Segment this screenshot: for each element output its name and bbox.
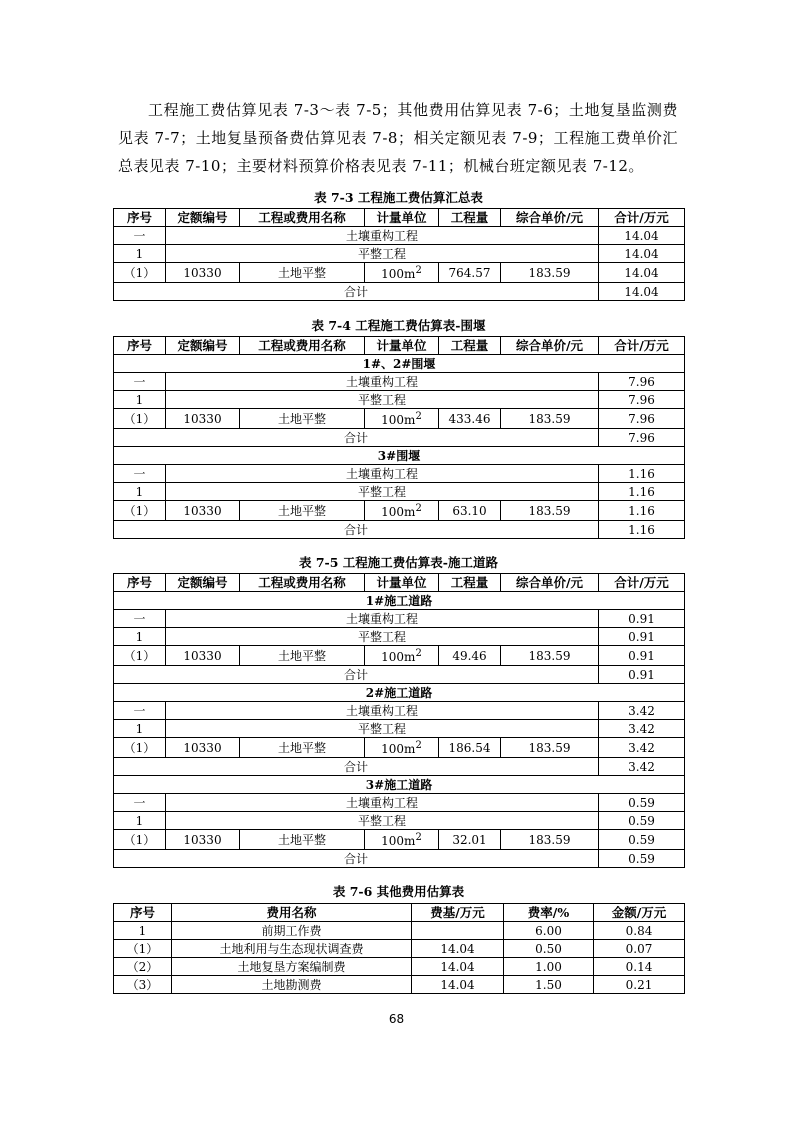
table-7-6-caption: 表 7-6 其他费用估算表 bbox=[332, 884, 465, 899]
cell-unit bbox=[365, 646, 439, 666]
table-sum-row bbox=[114, 429, 685, 447]
header-seq: 序号 bbox=[114, 337, 166, 355]
cell-seq: （1） bbox=[114, 738, 166, 758]
cell-sum-label: 合计 bbox=[114, 429, 599, 447]
cell-total: 7.96 bbox=[599, 409, 685, 429]
unit-text: 100m bbox=[381, 505, 416, 519]
cell-seq: 1 bbox=[114, 245, 166, 263]
table-row bbox=[114, 409, 685, 429]
cell-seq: 一 bbox=[114, 465, 166, 483]
cell-name: 土地平整 bbox=[240, 501, 365, 521]
table-7-3 bbox=[113, 208, 685, 301]
header-name: 工程或费用名称 bbox=[240, 337, 365, 355]
table-row bbox=[114, 738, 685, 758]
cell-seq: 1 bbox=[114, 812, 166, 830]
cell-unit bbox=[365, 830, 439, 850]
cell-qty: 186.54 bbox=[439, 738, 501, 758]
cell-price: 183.59 bbox=[501, 646, 599, 666]
unit-text: 100m bbox=[381, 267, 416, 281]
cell-amount: 0.84 bbox=[594, 922, 685, 940]
cell-seq: 1 bbox=[114, 922, 172, 940]
cell-code: 10330 bbox=[166, 501, 240, 521]
cell-fee-name: 土地勘测费 bbox=[172, 976, 412, 994]
header-price: 综合单价/元 bbox=[501, 209, 599, 227]
cell-name: 平整工程 bbox=[166, 628, 599, 646]
cell-total: 14.04 bbox=[599, 263, 685, 283]
unit-superscript: 2 bbox=[415, 648, 422, 659]
cell-name: 土地平整 bbox=[240, 409, 365, 429]
cell-name: 土壤重构工程 bbox=[166, 465, 599, 483]
cell-amount: 0.14 bbox=[594, 958, 685, 976]
cell-name: 土地平整 bbox=[240, 263, 365, 283]
unit-superscript: 2 bbox=[415, 832, 422, 843]
cell-unit bbox=[365, 501, 439, 521]
section-title-row bbox=[114, 684, 685, 702]
section-title-row bbox=[114, 776, 685, 794]
cell-qty: 764.57 bbox=[439, 263, 501, 283]
cell-qty: 433.46 bbox=[439, 409, 501, 429]
cell-seq: （1） bbox=[114, 409, 166, 429]
cell-total: 0.91 bbox=[599, 666, 685, 684]
table-sum-row bbox=[114, 283, 685, 301]
header-fee-name: 费用名称 bbox=[172, 904, 412, 922]
cell-seq: 1 bbox=[114, 391, 166, 409]
cell-name: 土壤重构工程 bbox=[166, 610, 599, 628]
cell-rate: 1.50 bbox=[504, 976, 594, 994]
cell-name: 平整工程 bbox=[166, 391, 599, 409]
cell-unit bbox=[365, 263, 439, 283]
header-fee-base: 费基/万元 bbox=[412, 904, 504, 922]
cell-total: 1.16 bbox=[599, 465, 685, 483]
cell-total: 1.16 bbox=[599, 483, 685, 501]
section-title-row bbox=[114, 447, 685, 465]
cell-total: 14.04 bbox=[599, 245, 685, 263]
cell-qty: 63.10 bbox=[439, 501, 501, 521]
cell-name: 土地平整 bbox=[240, 646, 365, 666]
cell-name: 平整工程 bbox=[166, 812, 599, 830]
cell-seq: （1） bbox=[114, 830, 166, 850]
table-row bbox=[114, 483, 685, 501]
cell-code: 10330 bbox=[166, 646, 240, 666]
cell-seq: （2） bbox=[114, 958, 172, 976]
cell-sum-label: 合计 bbox=[114, 666, 599, 684]
header-price: 综合单价/元 bbox=[501, 337, 599, 355]
cell-seq: （1） bbox=[114, 646, 166, 666]
header-price: 综合单价/元 bbox=[501, 574, 599, 592]
cell-amount: 0.07 bbox=[594, 940, 685, 958]
section-title: 3#围堰 bbox=[114, 447, 685, 465]
section-title: 1#施工道路 bbox=[114, 592, 685, 610]
table-row bbox=[114, 940, 685, 958]
cell-fee-name: 土地复垦方案编制费 bbox=[172, 958, 412, 976]
cell-price: 183.59 bbox=[501, 263, 599, 283]
unit-text: 100m bbox=[381, 834, 416, 848]
table-row bbox=[114, 976, 685, 994]
cell-code: 10330 bbox=[166, 409, 240, 429]
cell-rate: 1.00 bbox=[504, 958, 594, 976]
intro-paragraph: 工程施工费估算见表 7-3～表 7-5；其他费用估算见表 7-6；土地复垦监测费见表 7-7；土地复垦预备费估算见表 7-8；相关定额见表 7-9；工程施工费单价汇总表见表 7-10；主要材料预算价格表见表 7-11；机械台班定额见表 7-12。 bbox=[118, 101, 678, 175]
table-7-4-caption: 表 7-4 工程施工费估算表-围堰 bbox=[311, 318, 486, 333]
cell-seq: 一 bbox=[114, 794, 166, 812]
cell-amount: 0.21 bbox=[594, 976, 685, 994]
header-unit: 计量单位 bbox=[365, 574, 439, 592]
header-unit: 计量单位 bbox=[365, 209, 439, 227]
header-unit: 计量单位 bbox=[365, 337, 439, 355]
cell-code: 10330 bbox=[166, 263, 240, 283]
table-row bbox=[114, 501, 685, 521]
header-seq: 序号 bbox=[114, 904, 172, 922]
cell-total: 0.91 bbox=[599, 628, 685, 646]
table-row bbox=[114, 391, 685, 409]
cell-name: 土地平整 bbox=[240, 830, 365, 850]
unit-text: 100m bbox=[381, 650, 416, 664]
cell-total: 3.42 bbox=[599, 702, 685, 720]
cell-total: 0.59 bbox=[599, 850, 685, 868]
header-qty: 工程量 bbox=[439, 574, 501, 592]
section-title-row bbox=[114, 592, 685, 610]
unit-superscript: 2 bbox=[415, 503, 422, 514]
unit-text: 100m bbox=[381, 413, 416, 427]
cell-total: 7.96 bbox=[599, 373, 685, 391]
cell-name: 土壤重构工程 bbox=[166, 702, 599, 720]
cell-seq: 一 bbox=[114, 227, 166, 245]
cell-fee-base bbox=[412, 922, 504, 940]
header-total: 合计/万元 bbox=[599, 574, 685, 592]
table-row bbox=[114, 922, 685, 940]
section-title: 2#施工道路 bbox=[114, 684, 685, 702]
cell-price: 183.59 bbox=[501, 409, 599, 429]
header-total: 合计/万元 bbox=[599, 209, 685, 227]
cell-name: 土壤重构工程 bbox=[166, 227, 599, 245]
cell-unit bbox=[365, 409, 439, 429]
cell-total: 0.59 bbox=[599, 830, 685, 850]
section-title: 3#施工道路 bbox=[114, 776, 685, 794]
cell-total: 3.42 bbox=[599, 720, 685, 738]
cell-total: 0.59 bbox=[599, 812, 685, 830]
cell-total: 14.04 bbox=[599, 227, 685, 245]
unit-superscript: 2 bbox=[415, 411, 422, 422]
table-header-row bbox=[114, 337, 685, 355]
cell-total: 1.16 bbox=[599, 501, 685, 521]
cell-fee-base: 14.04 bbox=[412, 958, 504, 976]
cell-code: 10330 bbox=[166, 738, 240, 758]
cell-rate: 6.00 bbox=[504, 922, 594, 940]
cell-total: 3.42 bbox=[599, 758, 685, 776]
header-name: 工程或费用名称 bbox=[240, 574, 365, 592]
cell-price: 183.59 bbox=[501, 830, 599, 850]
table-row bbox=[114, 263, 685, 283]
cell-seq: 一 bbox=[114, 610, 166, 628]
section-title-row bbox=[114, 355, 685, 373]
cell-name: 平整工程 bbox=[166, 483, 599, 501]
header-amount: 金额/万元 bbox=[594, 904, 685, 922]
table-7-5-caption: 表 7-5 工程施工费估算表-施工道路 bbox=[299, 555, 498, 570]
cell-qty: 32.01 bbox=[439, 830, 501, 850]
cell-qty: 49.46 bbox=[439, 646, 501, 666]
cell-rate: 0.50 bbox=[504, 940, 594, 958]
cell-fee-name: 前期工作费 bbox=[172, 922, 412, 940]
header-total: 合计/万元 bbox=[599, 337, 685, 355]
header-seq: 序号 bbox=[114, 574, 166, 592]
table-sum-row bbox=[114, 850, 685, 868]
table-row bbox=[114, 610, 685, 628]
unit-text: 100m bbox=[381, 742, 416, 756]
cell-sum-label: 合计 bbox=[114, 850, 599, 868]
section-title: 1#、2#围堰 bbox=[114, 355, 685, 373]
header-seq: 序号 bbox=[114, 209, 166, 227]
cell-total: 1.16 bbox=[599, 521, 685, 539]
table-row bbox=[114, 720, 685, 738]
header-name: 工程或费用名称 bbox=[240, 209, 365, 227]
cell-seq: 一 bbox=[114, 373, 166, 391]
cell-name: 土壤重构工程 bbox=[166, 794, 599, 812]
table-7-6 bbox=[113, 903, 685, 994]
table-sum-row bbox=[114, 666, 685, 684]
cell-price: 183.59 bbox=[501, 501, 599, 521]
cell-name: 平整工程 bbox=[166, 245, 599, 263]
table-7-4 bbox=[113, 336, 685, 539]
unit-superscript: 2 bbox=[415, 740, 422, 751]
table-sum-row bbox=[114, 758, 685, 776]
header-rate: 费率/% bbox=[504, 904, 594, 922]
unit-superscript: 2 bbox=[415, 265, 422, 276]
table-row bbox=[114, 646, 685, 666]
cell-fee-name: 土地利用与生态现状调查费 bbox=[172, 940, 412, 958]
table-row bbox=[114, 628, 685, 646]
cell-seq: （1） bbox=[114, 263, 166, 283]
header-code: 定额编号 bbox=[166, 574, 240, 592]
header-qty: 工程量 bbox=[439, 209, 501, 227]
table-header-row bbox=[114, 904, 685, 922]
cell-seq: 一 bbox=[114, 702, 166, 720]
cell-unit bbox=[365, 738, 439, 758]
cell-name: 平整工程 bbox=[166, 720, 599, 738]
cell-seq: （1） bbox=[114, 501, 166, 521]
cell-seq: 1 bbox=[114, 483, 166, 501]
table-header-row bbox=[114, 574, 685, 592]
table-7-3-caption: 表 7-3 工程施工费估算汇总表 bbox=[314, 190, 483, 205]
cell-total: 7.96 bbox=[599, 429, 685, 447]
cell-total: 7.96 bbox=[599, 391, 685, 409]
cell-seq: （3） bbox=[114, 976, 172, 994]
table-row bbox=[114, 702, 685, 720]
table-row bbox=[114, 812, 685, 830]
table-row bbox=[114, 245, 685, 263]
cell-code: 10330 bbox=[166, 830, 240, 850]
table-header-row bbox=[114, 209, 685, 227]
cell-fee-base: 14.04 bbox=[412, 976, 504, 994]
cell-seq: 1 bbox=[114, 628, 166, 646]
cell-name: 土壤重构工程 bbox=[166, 373, 599, 391]
cell-sum-label: 合计 bbox=[114, 758, 599, 776]
cell-sum-label: 合计 bbox=[114, 521, 599, 539]
table-row bbox=[114, 465, 685, 483]
header-code: 定额编号 bbox=[166, 337, 240, 355]
header-qty: 工程量 bbox=[439, 337, 501, 355]
cell-name: 土地平整 bbox=[240, 738, 365, 758]
page-number: 68 bbox=[388, 1012, 405, 1026]
cell-total: 0.91 bbox=[599, 610, 685, 628]
header-code: 定额编号 bbox=[166, 209, 240, 227]
cell-total: 0.91 bbox=[599, 646, 685, 666]
table-sum-row bbox=[114, 521, 685, 539]
table-row bbox=[114, 830, 685, 850]
cell-fee-base: 14.04 bbox=[412, 940, 504, 958]
table-row bbox=[114, 373, 685, 391]
table-row bbox=[114, 958, 685, 976]
cell-seq: （1） bbox=[114, 940, 172, 958]
cell-seq: 1 bbox=[114, 720, 166, 738]
cell-total: 3.42 bbox=[599, 738, 685, 758]
cell-total: 0.59 bbox=[599, 794, 685, 812]
table-7-5 bbox=[113, 573, 685, 868]
cell-total: 14.04 bbox=[599, 283, 685, 301]
table-row bbox=[114, 227, 685, 245]
cell-sum-label: 合计 bbox=[114, 283, 599, 301]
cell-price: 183.59 bbox=[501, 738, 599, 758]
table-row bbox=[114, 794, 685, 812]
